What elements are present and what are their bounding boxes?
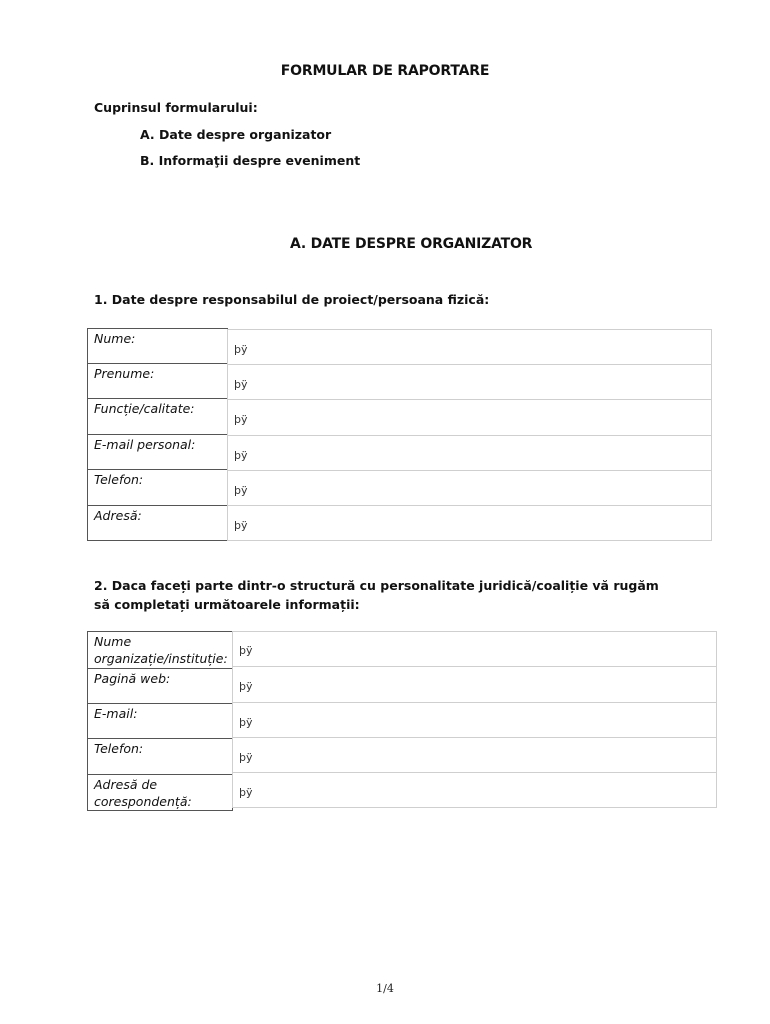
telefon-org-field-value: þÿ <box>239 751 253 764</box>
label-telefon: Telefon: <box>94 472 144 487</box>
label-cell-adresa <box>88 505 227 541</box>
pagina-web-field[interactable] <box>232 666 717 703</box>
adresa-field-value: þÿ <box>234 519 248 532</box>
label-cell-prenume <box>88 363 227 399</box>
label-adresa: Adresă: <box>94 508 142 523</box>
label-cell-email <box>88 703 232 739</box>
label-cell-telefon <box>88 469 227 505</box>
functie-field[interactable] <box>227 399 712 436</box>
nume-field-value: þÿ <box>234 343 248 356</box>
label-adresa-line2: corespondență: <box>94 794 192 809</box>
label-adresa-corespondenta <box>94 776 192 810</box>
adresa-field[interactable] <box>227 505 712 541</box>
adresa-corespondenta-field[interactable] <box>232 772 717 808</box>
page-number: 1/4 <box>376 982 394 995</box>
label-organizatie <box>94 633 228 667</box>
label-cell-adresa-corespondenta <box>88 774 232 811</box>
label-cell-email-personal <box>88 434 227 470</box>
question2-heading-line1: 2. Daca faceți parte dintr-o structură cu personalitate juridică/coaliție vă rugăm <box>94 578 659 593</box>
label-organizatie-line1: Nume <box>94 634 132 649</box>
label-prenume: Prenume: <box>94 366 155 381</box>
label-organizatie-line2: organizație/instituție: <box>94 651 228 666</box>
toc-heading: Cuprinsul formularului: <box>94 100 258 115</box>
label-email: E-mail: <box>94 706 138 721</box>
prenume-field-value: þÿ <box>234 378 248 391</box>
telefon-org-field[interactable] <box>232 737 717 773</box>
label-cell-functie <box>88 398 227 434</box>
question2-heading-line2: să completați următoarele informații: <box>94 597 360 612</box>
section-a-title: A. DATE DESPRE ORGANIZATOR <box>290 236 533 252</box>
label-cell-nume <box>88 328 227 364</box>
telefon-field-value: þÿ <box>234 484 248 497</box>
label-cell-telefon-org <box>88 738 232 774</box>
label-cell-pagina-web <box>88 668 232 703</box>
label-adresa-line1: Adresă de <box>94 777 158 792</box>
label-functie: Funcție/calitate: <box>94 401 195 416</box>
toc-item-a: A. Date despre organizator <box>140 127 332 142</box>
email-personal-field-value: þÿ <box>234 449 248 462</box>
adresa-corespondenta-field-value: þÿ <box>239 786 253 799</box>
question1-label-column <box>87 328 228 541</box>
email-personal-field[interactable] <box>227 435 712 471</box>
telefon-field[interactable] <box>227 470 712 506</box>
label-telefon-org: Telefon: <box>94 741 144 756</box>
question1-heading: 1. Date despre responsabilul de proiect/persoana fizică: <box>94 292 490 307</box>
toc-item-b: B. Informaţii despre eveniment <box>140 153 361 168</box>
organizatie-field[interactable] <box>232 631 717 667</box>
form-title: FORMULAR DE RAPORTARE <box>280 63 490 79</box>
pagina-web-field-value: þÿ <box>239 680 253 693</box>
email-field[interactable] <box>232 702 717 738</box>
question2-label-column <box>87 631 233 811</box>
prenume-field[interactable] <box>227 364 712 400</box>
nume-field[interactable] <box>227 329 712 365</box>
label-nume: Nume: <box>94 331 136 346</box>
functie-field-value: þÿ <box>234 413 248 426</box>
label-cell-organizatie <box>88 631 232 668</box>
label-pagina-web: Pagină web: <box>94 671 171 686</box>
organizatie-field-value: þÿ <box>239 644 253 657</box>
email-field-value: þÿ <box>239 716 253 729</box>
label-email-personal: E-mail personal: <box>94 437 196 452</box>
